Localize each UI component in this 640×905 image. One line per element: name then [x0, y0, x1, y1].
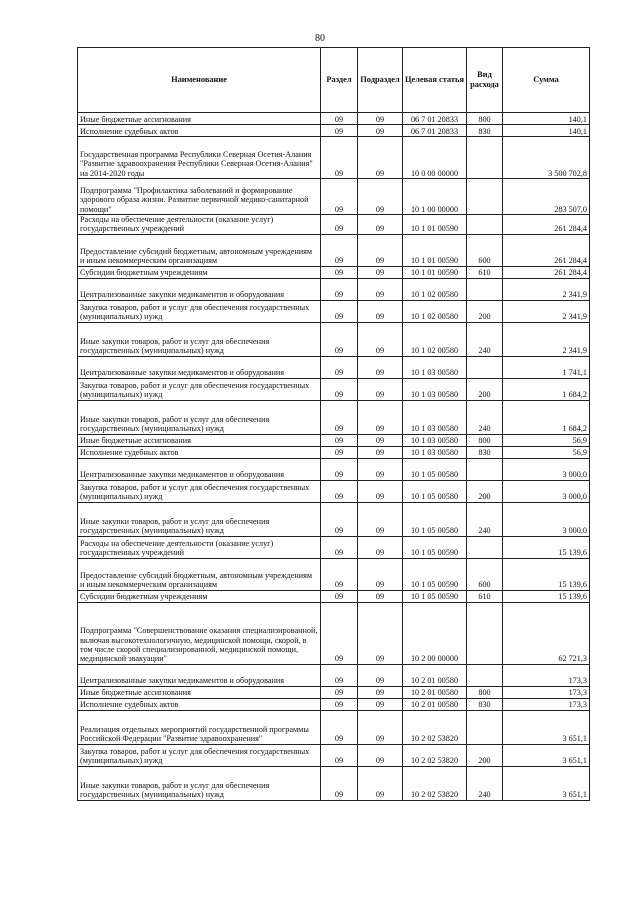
cell-subsection: 09	[358, 558, 403, 590]
cell-target: 10 2 01 00580	[403, 664, 467, 686]
cell-target: 10 2 01 00580	[403, 686, 467, 698]
cell-sum: 173,3	[503, 686, 590, 698]
table-row	[78, 125, 590, 137]
cell-subsection: 09	[358, 356, 403, 378]
cell-sum: 3 651,1	[503, 766, 590, 800]
cell-subsection: 09	[358, 113, 403, 125]
cell-section: 09	[321, 446, 358, 458]
cell-kind: 240	[467, 400, 503, 434]
cell-subsection: 09	[358, 179, 403, 215]
table-row	[78, 590, 590, 602]
cell-section: 09	[321, 502, 358, 536]
cell-section: 09	[321, 234, 358, 266]
cell-sum: 1 684,2	[503, 400, 590, 434]
cell-section: 09	[321, 400, 358, 434]
cell-section: 09	[321, 266, 358, 278]
cell-kind: 600	[467, 234, 503, 266]
cell-kind: 200	[467, 300, 503, 322]
cell-target: 06 7 01 20833	[403, 125, 467, 137]
table-row	[78, 356, 590, 378]
cell-target: 06 7 01 20833	[403, 113, 467, 125]
cell-section: 09	[321, 686, 358, 698]
cell-subsection: 09	[358, 125, 403, 137]
cell-subsection: 09	[358, 446, 403, 458]
cell-sum: 3 651,1	[503, 710, 590, 744]
cell-target: 10 1 05 00580	[403, 458, 467, 480]
cell-section: 09	[321, 322, 358, 356]
cell-name: Централизованные закупки медикаментов и оборудования	[78, 356, 321, 378]
cell-section: 09	[321, 179, 358, 215]
cell-kind: 800	[467, 686, 503, 698]
table-row	[78, 215, 590, 235]
cell-sum: 283 507,0	[503, 179, 590, 215]
table-row	[78, 698, 590, 710]
cell-name: Государственная программа Республики Северная Осетия-Алания "Развитие здравоохранения Республики Северная Осетия-Алания" на 2014-2020 годы	[78, 137, 321, 179]
cell-section: 09	[321, 744, 358, 766]
cell-sum: 261 284,4	[503, 215, 590, 235]
cell-kind	[467, 602, 503, 664]
cell-target: 10 2 00 00000	[403, 602, 467, 664]
cell-name: Закупка товаров, работ и услуг для обеспечения государственных (муниципальных) нужд	[78, 480, 321, 502]
cell-kind	[467, 278, 503, 300]
cell-target: 10 1 03 00580	[403, 434, 467, 446]
cell-name: Иные бюджетные ассигнования	[78, 434, 321, 446]
cell-target: 10 1 01 00590	[403, 266, 467, 278]
cell-name: Иные закупки товаров, работ и услуг для обеспечения государственных (муниципальных) нужд	[78, 766, 321, 800]
cell-sum: 2 341,9	[503, 322, 590, 356]
cell-subsection: 09	[358, 266, 403, 278]
cell-name: Централизованные закупки медикаментов и оборудования	[78, 458, 321, 480]
cell-sum: 62 721,3	[503, 602, 590, 664]
cell-target: 10 1 03 00580	[403, 378, 467, 400]
cell-target: 10 1 05 00590	[403, 558, 467, 590]
cell-subsection: 09	[358, 590, 403, 602]
cell-target: 10 1 02 00580	[403, 322, 467, 356]
cell-sum: 140,1	[503, 125, 590, 137]
table-row	[78, 686, 590, 698]
cell-sum: 56,9	[503, 434, 590, 446]
cell-section: 09	[321, 698, 358, 710]
table-row	[78, 234, 590, 266]
table-row	[78, 113, 590, 125]
cell-sum: 3 000,0	[503, 458, 590, 480]
table-row	[78, 766, 590, 800]
header-sum: Сумма	[503, 48, 590, 113]
cell-name: Расходы на обеспечение деятельности (оказание услуг) государственных учреждений	[78, 215, 321, 235]
cell-subsection: 09	[358, 434, 403, 446]
table-row	[78, 400, 590, 434]
table-row	[78, 137, 590, 179]
cell-name: Предоставление субсидий бюджетным, автономным учреждениям и иным некоммерческим организациям	[78, 558, 321, 590]
cell-name: Закупка товаров, работ и услуг для обеспечения государственных (муниципальных) нужд	[78, 378, 321, 400]
cell-sum: 140,1	[503, 113, 590, 125]
cell-section: 09	[321, 480, 358, 502]
cell-target: 10 1 05 00590	[403, 590, 467, 602]
table-row	[78, 446, 590, 458]
cell-subsection: 09	[358, 215, 403, 235]
table-row	[78, 480, 590, 502]
cell-section: 09	[321, 602, 358, 664]
cell-kind: 800	[467, 434, 503, 446]
cell-kind	[467, 137, 503, 179]
cell-section: 09	[321, 125, 358, 137]
cell-name: Иные закупки товаров, работ и услуг для обеспечения государственных (муниципальных) нужд	[78, 502, 321, 536]
cell-subsection: 09	[358, 458, 403, 480]
cell-sum: 15 139,6	[503, 536, 590, 558]
cell-subsection: 09	[358, 536, 403, 558]
cell-name: Закупка товаров, работ и услуг для обеспечения государственных (муниципальных) нужд	[78, 300, 321, 322]
cell-name: Исполнение судебных актов	[78, 125, 321, 137]
cell-target: 10 1 03 00580	[403, 400, 467, 434]
cell-sum: 173,3	[503, 698, 590, 710]
table-row	[78, 278, 590, 300]
cell-section: 09	[321, 378, 358, 400]
cell-subsection: 09	[358, 664, 403, 686]
cell-target: 10 1 01 00590	[403, 234, 467, 266]
cell-kind	[467, 536, 503, 558]
cell-sum: 3 651,1	[503, 744, 590, 766]
cell-kind: 200	[467, 480, 503, 502]
table-row	[78, 434, 590, 446]
cell-kind: 610	[467, 266, 503, 278]
table-row	[78, 458, 590, 480]
cell-sum: 261 284,4	[503, 266, 590, 278]
cell-name: Централизованные закупки медикаментов и оборудования	[78, 278, 321, 300]
cell-target: 10 2 02 53820	[403, 766, 467, 800]
cell-name: Субсидии бюджетным учреждениям	[78, 590, 321, 602]
cell-sum: 173,3	[503, 664, 590, 686]
table-body	[78, 113, 590, 801]
cell-target: 10 1 03 00580	[403, 356, 467, 378]
cell-kind	[467, 664, 503, 686]
cell-sum: 1 741,1	[503, 356, 590, 378]
cell-name: Подпрограмма "Профилактика заболеваний и формирование здорового образа жизни. Развитие первичной медико-санитарной помощи"	[78, 179, 321, 215]
cell-target: 10 1 05 00580	[403, 480, 467, 502]
table-row	[78, 378, 590, 400]
cell-name: Иные бюджетные ассигнования	[78, 686, 321, 698]
cell-name: Реализация отдельных мероприятий государственной программы Российской Федерации "Развитие здравоохранения"	[78, 710, 321, 744]
cell-kind	[467, 458, 503, 480]
cell-name: Подпрограмма "Совершенствование оказания специализированной, включая высокотехнологичную, медицинской помощи, скорой, в том числе скорой специализированной, медицинской помощи, медицинской эвакуации"	[78, 602, 321, 664]
table-row	[78, 179, 590, 215]
cell-target: 10 1 00 00000	[403, 179, 467, 215]
header-name: Наименование	[78, 48, 321, 113]
cell-name: Иные бюджетные ассигнования	[78, 113, 321, 125]
cell-name: Субсидии бюджетным учреждениям	[78, 266, 321, 278]
cell-subsection: 09	[358, 744, 403, 766]
cell-subsection: 09	[358, 502, 403, 536]
cell-name: Иные закупки товаров, работ и услуг для обеспечения государственных (муниципальных) нужд	[78, 400, 321, 434]
table-row	[78, 502, 590, 536]
cell-section: 09	[321, 215, 358, 235]
table-row	[78, 558, 590, 590]
cell-kind: 240	[467, 502, 503, 536]
cell-subsection: 09	[358, 378, 403, 400]
cell-sum: 3 500 702,8	[503, 137, 590, 179]
page-number: 80	[315, 33, 325, 44]
cell-sum: 1 684,2	[503, 378, 590, 400]
table-row	[78, 536, 590, 558]
cell-name: Иные закупки товаров, работ и услуг для обеспечения государственных (муниципальных) нужд	[78, 322, 321, 356]
cell-name: Закупка товаров, работ и услуг для обеспечения государственных (муниципальных) нужд	[78, 744, 321, 766]
table-row	[78, 300, 590, 322]
header-target: Целевая статья	[403, 48, 467, 113]
cell-target: 10 1 02 00580	[403, 278, 467, 300]
cell-kind: 830	[467, 698, 503, 710]
cell-target: 10 1 03 00580	[403, 446, 467, 458]
cell-kind: 240	[467, 766, 503, 800]
cell-section: 09	[321, 278, 358, 300]
table-row	[78, 744, 590, 766]
cell-name: Исполнение судебных актов	[78, 698, 321, 710]
cell-kind: 830	[467, 125, 503, 137]
cell-subsection: 09	[358, 480, 403, 502]
cell-subsection: 09	[358, 766, 403, 800]
cell-target: 10 0 00 00000	[403, 137, 467, 179]
cell-kind: 830	[467, 446, 503, 458]
table-row	[78, 710, 590, 744]
cell-subsection: 09	[358, 710, 403, 744]
cell-section: 09	[321, 113, 358, 125]
cell-name: Предоставление субсидий бюджетным, автономным учреждениям и иным некоммерческим организациям	[78, 234, 321, 266]
table-row	[78, 266, 590, 278]
cell-section: 09	[321, 356, 358, 378]
cell-kind: 610	[467, 590, 503, 602]
cell-section: 09	[321, 300, 358, 322]
cell-subsection: 09	[358, 278, 403, 300]
header-kind: Вид расхода	[467, 48, 503, 113]
cell-sum: 15 139,6	[503, 558, 590, 590]
table-row	[78, 602, 590, 664]
cell-target: 10 1 02 00580	[403, 300, 467, 322]
cell-subsection: 09	[358, 234, 403, 266]
cell-section: 09	[321, 558, 358, 590]
table-row	[78, 322, 590, 356]
cell-kind: 200	[467, 378, 503, 400]
cell-subsection: 09	[358, 300, 403, 322]
cell-section: 09	[321, 536, 358, 558]
cell-section: 09	[321, 766, 358, 800]
cell-name: Исполнение судебных актов	[78, 446, 321, 458]
cell-name: Централизованные закупки медикаментов и оборудования	[78, 664, 321, 686]
cell-subsection: 09	[358, 698, 403, 710]
budget-table	[77, 47, 590, 801]
cell-section: 09	[321, 664, 358, 686]
cell-subsection: 09	[358, 686, 403, 698]
cell-name: Расходы на обеспечение деятельности (оказание услуг) государственных учреждений	[78, 536, 321, 558]
cell-kind: 200	[467, 744, 503, 766]
cell-sum: 2 341,9	[503, 278, 590, 300]
table-header-row	[78, 48, 590, 113]
cell-sum: 56,9	[503, 446, 590, 458]
cell-kind	[467, 356, 503, 378]
header-subsection: Подраздел	[358, 48, 403, 113]
cell-kind	[467, 215, 503, 235]
cell-subsection: 09	[358, 602, 403, 664]
cell-subsection: 09	[358, 322, 403, 356]
cell-target: 10 2 02 53820	[403, 744, 467, 766]
cell-sum: 261 284,4	[503, 234, 590, 266]
cell-kind: 800	[467, 113, 503, 125]
cell-section: 09	[321, 137, 358, 179]
cell-section: 09	[321, 458, 358, 480]
cell-subsection: 09	[358, 137, 403, 179]
cell-sum: 15 139,6	[503, 590, 590, 602]
cell-section: 09	[321, 590, 358, 602]
cell-kind: 240	[467, 322, 503, 356]
cell-subsection: 09	[358, 400, 403, 434]
cell-kind: 600	[467, 558, 503, 590]
cell-sum: 2 341,9	[503, 300, 590, 322]
cell-target: 10 2 01 00580	[403, 698, 467, 710]
cell-kind	[467, 179, 503, 215]
cell-section: 09	[321, 710, 358, 744]
cell-sum: 3 000,0	[503, 502, 590, 536]
cell-target: 10 1 05 00590	[403, 536, 467, 558]
cell-sum: 3 000,0	[503, 480, 590, 502]
cell-target: 10 1 01 00590	[403, 215, 467, 235]
table-row	[78, 664, 590, 686]
cell-section: 09	[321, 434, 358, 446]
cell-target: 10 1 05 00580	[403, 502, 467, 536]
header-section: Раздел	[321, 48, 358, 113]
cell-kind	[467, 710, 503, 744]
cell-target: 10 2 02 53820	[403, 710, 467, 744]
